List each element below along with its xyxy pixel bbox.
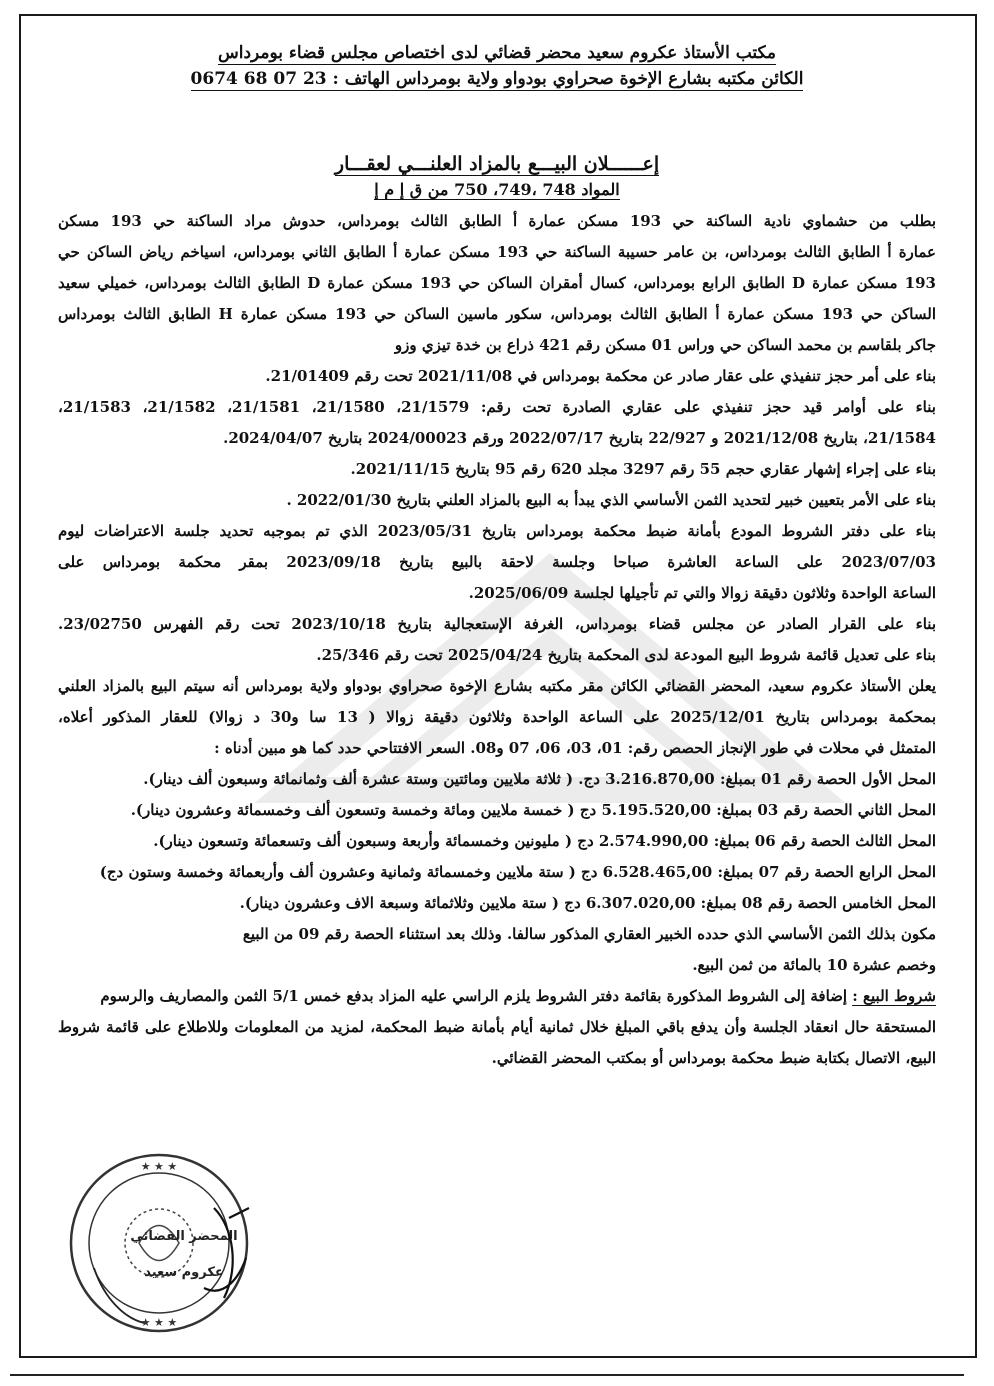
svg-text:★ ★ ★: ★ ★ ★ bbox=[140, 1160, 178, 1173]
intro-line: عمارة أ الطابق الثالث بومرداس، بن عامر حسيبة الساكنة حي 193 مسكن عمارة أ الطابق الثاني بومرداس، اسياخم رياض الساكن حي bbox=[58, 243, 936, 261]
announce-line: المتمثل في محلات في طور الإنجاز الحصص رقم: 01، 03، 06، 07 و08. السعر الافتتاحي حدد كما هو مبين أدناه : bbox=[214, 739, 936, 757]
intro-section bbox=[58, 206, 936, 361]
announce-line: بمحكمة بومرداس بتاريخ 2025/12/01 على الساعة الواحدة وثلاثون دقيقة زوالا ( 13 سا و30 د زوالا) للعقار المذكور أعلاه، bbox=[58, 708, 936, 726]
lot-line: المحل الثالث الحصة رقم 06 بمبلغ: 2.574.990,00 دج ( مليونين وخمسمائة وأربعة وسبعون ألف وتسعمائة وتسعون دينار). bbox=[153, 832, 936, 850]
intro-line: 193 مسكن عمارة D الطابق الرابع بومرداس، كسال أمقران الساكن حي 193 مسكن عمارة D الطابق الثالث بومرداس، خميلي سعيد bbox=[58, 274, 936, 292]
closing-section bbox=[58, 919, 936, 981]
basis-line: 2023/07/03 على الساعة العاشرة صباحا وجلسة لاحقة بالبيع بتاريخ 2023/09/18 بمقر محكمة بومرداس على bbox=[58, 553, 936, 571]
official-seal-stamp bbox=[64, 1148, 254, 1338]
conditions-label: شروط البيع : bbox=[852, 987, 936, 1005]
intro-line: بطلب من حشماوي نادية الساكنة حي 193 مسكن عمارة أ الطابق الثالث بومرداس، حدوش مراد الساكنة حي 193 مسكن bbox=[58, 212, 936, 230]
seal-name: عكروم سعيد bbox=[144, 1265, 224, 1280]
basis-line: بناء على أمر حجز تنفيذي على عقار صادر عن محكمة بومرداس في 2021/11/08 تحت رقم 21/01409. bbox=[265, 367, 936, 385]
basis-line: الساعة الواحدة وثلاثون دقيقة زوالا والتي تم تأجيلها لجلسة 2025/06/09. bbox=[468, 584, 936, 602]
address-header: الكائن مكتبه بشارع الإخوة صحراوي بودواو ولاية بومرداس الهاتف : 23 07 68 0674 bbox=[190, 69, 804, 89]
basis-line: بناء على تعديل قائمة شروط البيع المودعة لدى المحكمة بتاريخ 2025/04/24 تحت رقم 25/346. bbox=[316, 646, 936, 664]
conditions-first-line: شروط البيع : إضافة إلى الشروط المذكورة بقائمة دفتر الشروط يلزم الراسي عليه المزاد بدفع خمس 5/1 الثمن والمصاريف والرسوم bbox=[100, 987, 936, 1005]
document-title: إعــــــلان البيـــع بالمزاد العلنـــي لعقـــار bbox=[334, 153, 660, 175]
conditions-section bbox=[58, 981, 936, 1074]
basis-line: بناء على إجراء إشهار عقاري حجم 55 رقم 3297 مجلد 620 رقم 95 بتاريخ 2021/11/15. bbox=[350, 460, 936, 478]
document-page bbox=[58, 40, 936, 1074]
basis-line: بناء على الأمر بتعيين خبير لتحديد الثمن الأساسي الذي يبدأ به البيع بالمزاد العلني بتاريخ 2022/01/30 . bbox=[286, 491, 936, 509]
intro-line: جاكر بلقاسم بن محمد الساكن حي وراس 01 مسكن رقم 421 ذراع بن خدة تيزي وزو bbox=[394, 336, 936, 354]
conditions-line: البيع، الاتصال بكتابة ضبط محكمة بومرداس أو بمكتب المحضر القضائي. bbox=[491, 1049, 936, 1067]
bottom-rule bbox=[10, 1374, 964, 1376]
basis-section bbox=[58, 361, 936, 671]
announce-line: يعلن الأستاذ عكروم سعيد، المحضر القضائي الكائن مقر مكتبه بشارع الإخوة صحراوي بودواو ولاية بومرداس أنه سيتم البيع بالمزاد العلني bbox=[58, 677, 936, 695]
closing-line: مكون بذلك الثمن الأساسي الذي حدده الخبير العقاري المذكور سالفا. وذلك بعد استثناء الحصة رقم 09 من البيع bbox=[242, 925, 936, 943]
lot-line: المحل الثاني الحصة رقم 03 بمبلغ: 5.195.520,00 دج ( خمسة ملايين ومائة وخمسة وتسعون ألف وخمسمائة وعشرون دينار). bbox=[130, 801, 936, 819]
seal-title: المحضر القضائي bbox=[130, 1229, 238, 1244]
basis-line: 21/1584، بتاريخ 2021/12/08 و 22/927 بتاريخ 2022/07/17 ورقم 2024/00023 بتاريخ 2024/04/07. bbox=[223, 429, 936, 447]
basis-line: بناء على دفتر الشروط المودع بأمانة ضبط محكمة بومرداس بتاريخ 2023/05/31 الذي تم بموجبه تحديد جلسة الاعتراضات ليوم bbox=[58, 522, 936, 540]
basis-line: بناء على القرار الصادر عن مجلس قضاء بومرداس، الغرفة الإستعجالية بتاريخ 2023/10/18 تحت رقم الفهرس 23/02750. bbox=[58, 615, 936, 633]
legal-articles: المواد 748 ،749، 750 من ق إ م إ bbox=[374, 180, 620, 199]
announcement-section bbox=[58, 671, 936, 764]
lot-line: المحل الرابع الحصة رقم 07 بمبلغ: 6.528.465,00 دج ( ستة ملايين وخمسمائة وثمانية وعشرون ألف وأربعمائة وخمسة وستون دج) bbox=[99, 863, 936, 881]
lot-line: المحل الخامس الحصة رقم 08 بمبلغ: 6.307.020,00 دج ( ستة ملايين وثلاثمائة وسبعة الاف وعشرون دينار). bbox=[239, 894, 936, 912]
lot-line: المحل الأول الحصة رقم 01 بمبلغ: 3.216.870,00 دج. ( ثلاثة ملايين ومائتين وستة عشرة ألف وثمانمائة وسبعون ألف دينار). bbox=[143, 770, 936, 788]
svg-text:★ ★ ★: ★ ★ ★ bbox=[140, 1316, 178, 1329]
conditions-line: المستحقة حال انعقاد الجلسة وأن يدفع باقي المبلغ خلال ثمانية أيام بأمانة ضبط المحكمة، لمزيد من المعلومات وللاطلاع على قائمة شروط bbox=[58, 1018, 936, 1036]
intro-line: الساكن حي 193 مسكن عمارة أ الطابق الثالث بومرداس، سكور ماسين الساكن حي 193 مسكن عمارة H الطابق الثالث بومرداس bbox=[58, 305, 936, 323]
office-header: مكتب الأستاذ عكروم سعيد محضر قضائي لدى اختصاص مجلس قضاء بومرداس bbox=[217, 43, 777, 63]
basis-line: بناء على أوامر قيد حجز تنفيذي على عقاري الصادرة تحت رقم: 21/1579، 21/1580، 21/1581، 21/1582، 21/1583، bbox=[58, 398, 936, 416]
closing-line: وخصم عشرة 10 بالمائة من ثمن البيع. bbox=[692, 956, 936, 974]
lots-list bbox=[58, 764, 936, 919]
